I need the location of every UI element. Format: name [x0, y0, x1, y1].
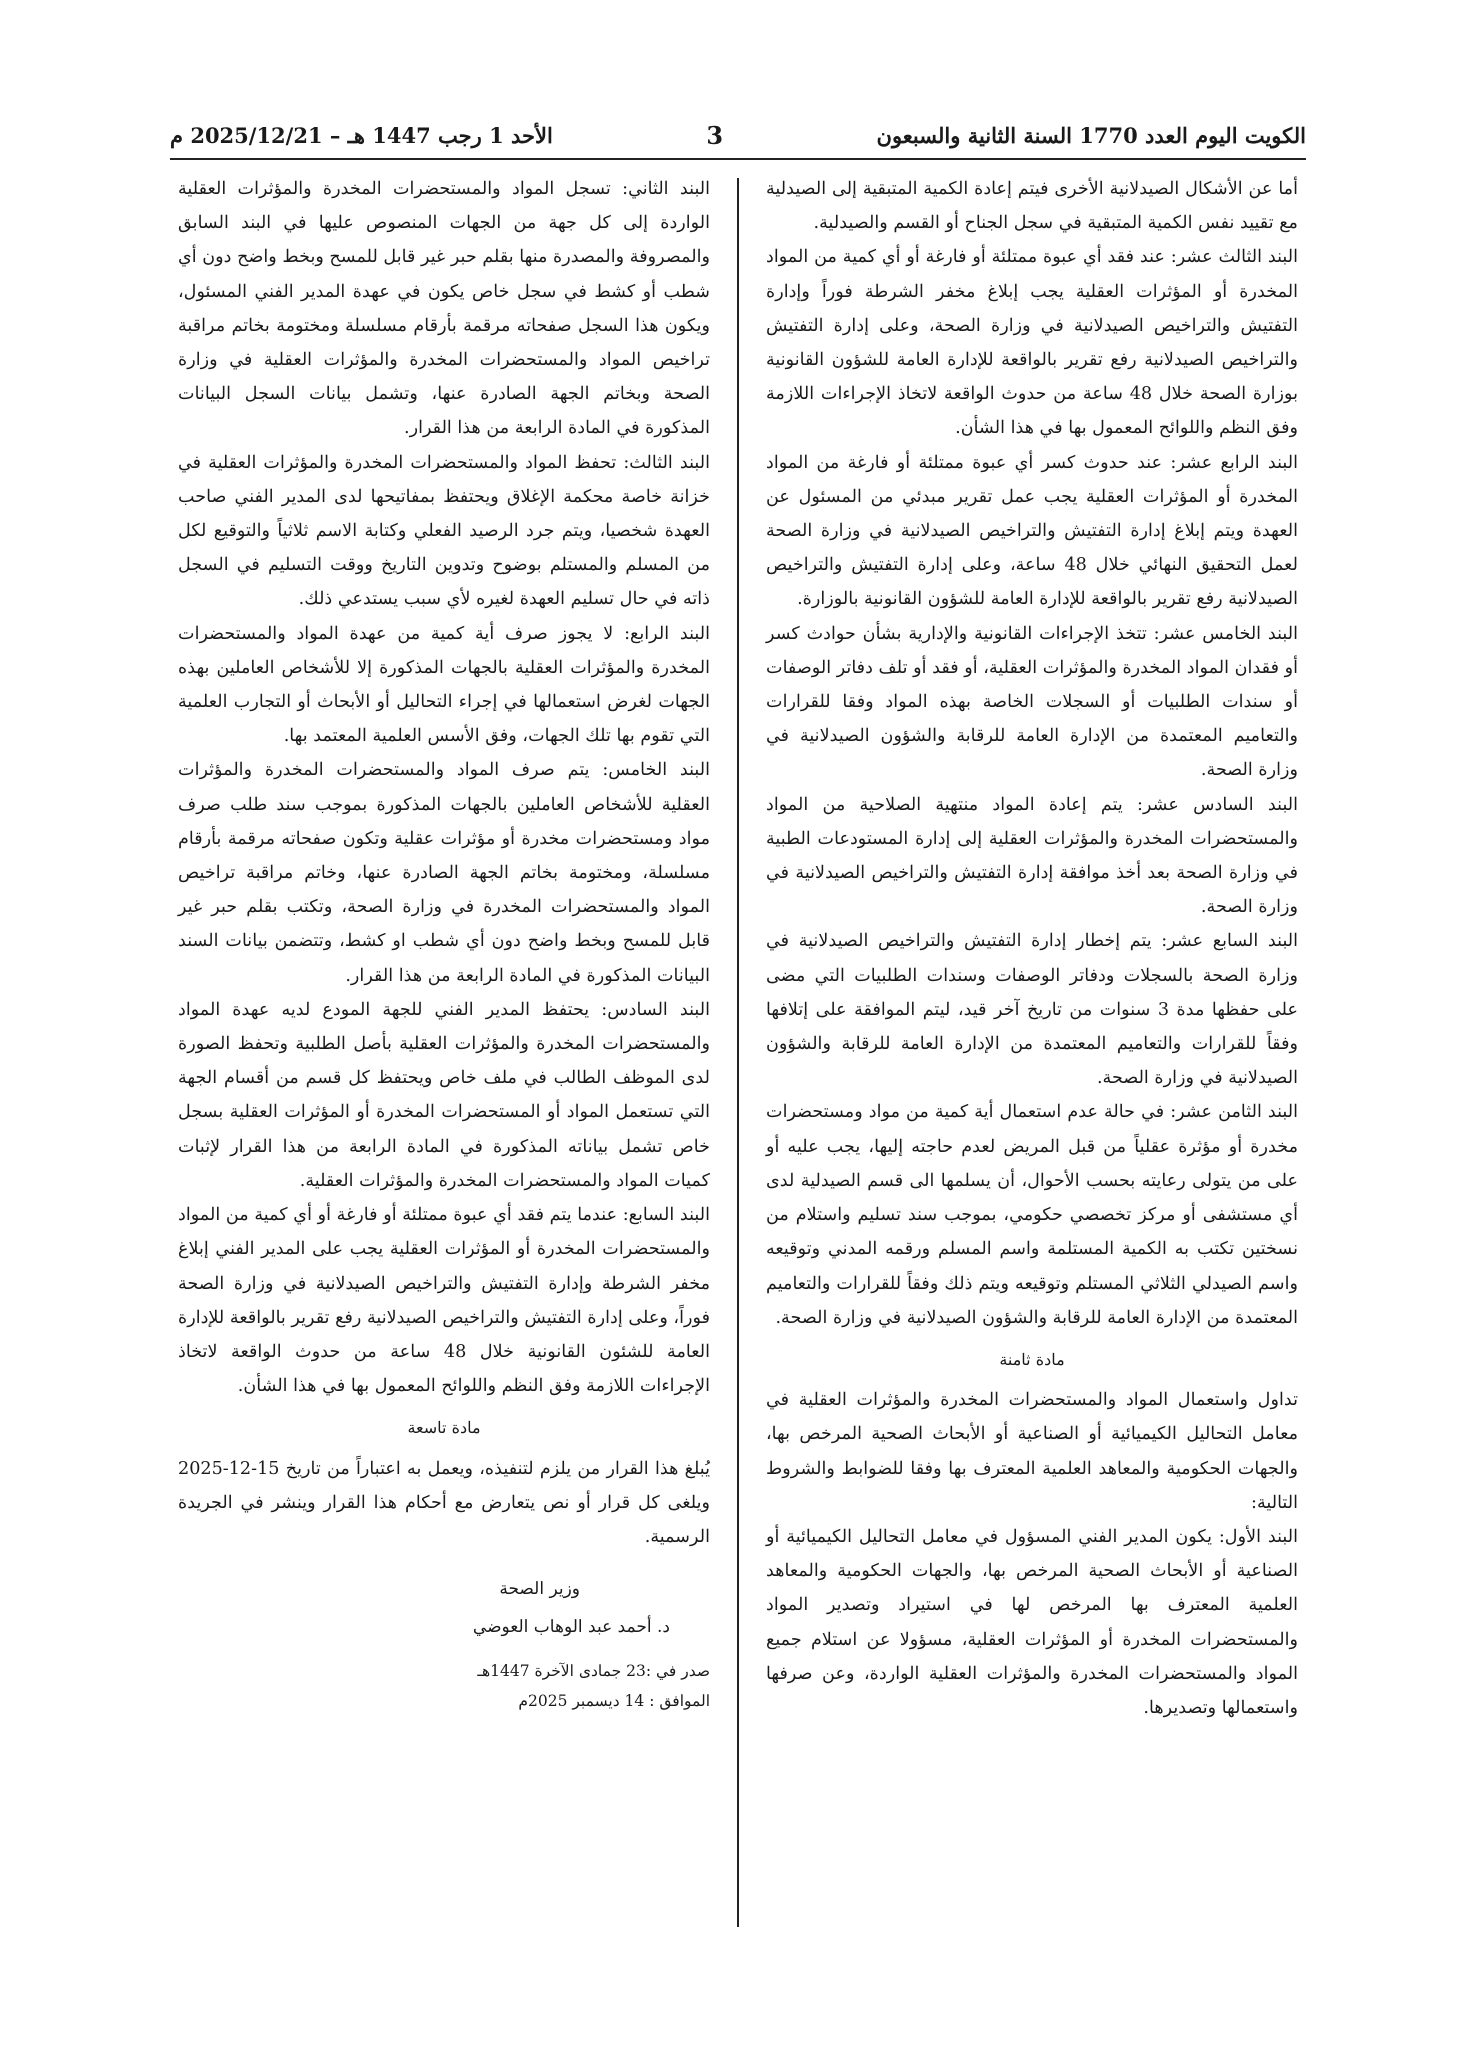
paragraph: أما عن الأشكال الصيدلانية الأخرى فيتم إعادة الكمية المتبقية إلى الصيدلية مع تقييد نفس الكمية المتبقية في سجل الجناح أو القسم والصيدلية.: [766, 179, 1298, 234]
clause-6: البند السادس: يحتفظ المدير الفني للجهة المودع لديه عهدة المواد والمستحضرات المخدرة والمؤثرات العقلية بأصل الطلبية وتحفظ الصورة لدى الموظف الطالب في ملف خاص ويحتفظ كل قسم من أقسام الجهة التي تستعمل المواد أو المستحضرات المخدرة أو المؤثرات العقلية بسجل خاص تشمل بياناته المذكورة في المادة الرابعة من هذا القرار لإثبات كميات المواد والمستحضرات المخدرة والمؤثرات العقلية.: [178, 999, 710, 1191]
article-8-intro: تداول واستعمال المواد والمستحضرات المخدرة والمؤثرات العقلية في معامل التحاليل الكيميائية أو الصناعية أو الأبحاث الصحية المرخص بها، والجهات الحكومية والمعاهد العلمية المعترف بها وفقا للضوابط والشروط التالية:: [766, 1390, 1298, 1513]
article-9-text: يُبلغ هذا القرار من يلزم لتنفيذه، ويعمل به اعتباراً من تاريخ 15-12-2025 ويلغى كل قرار أو نص يتعارض مع أحكام هذا القرار وينشر في الجريدة الرسمية.: [178, 1458, 710, 1547]
article-8-heading: مادة ثامنة: [999, 1349, 1065, 1369]
clause-7: البند السابع: عندما يتم فقد أي عبوة ممتلئة أو فارغة أو أي كمية من المواد والمستحضرات المخدرة أو المؤثرات العقلية يجب على المدير الفني إبلاغ مخفر الشرطة وإدارة التفتيش والتراخيص الصيدلانية في وزارة الصحة فوراً، وعلى إدارة التفتيش والتراخيص الصيدلانية رفع تقرير بالواقعة للإدارة العامة للشئون القانونية خلال 48 ساعة من حدوث الواقعة لاتخاذ الإجراءات اللازمة وفق النظم واللوائح المعمول بها في هذا الشأن.: [178, 1205, 711, 1397]
clause-17: البند السابع عشر: يتم إخطار إدارة التفتيش والتراخيص الصيدلانية في وزارة الصحة بالسجلات ودفاتر الوصفات وسندات الطلبيات التي مضى على حفظها مدة 3 سنوات من تاريخ آخر قيد، ليتم الموافقة على إتلافها وفقاً للقرارات والتعاميم المعتمدة من الإدارة العامة للرقابة والشؤون الصيدلانية في وزارة الصحة.: [766, 931, 1298, 1089]
clause-15: البند الخامس عشر: تتخذ الإجراءات القانونية والإدارية بشأن حوادث كسر أو فقدان المواد المخدرة والمؤثرات العقلية، أو فقد أو تلف دفاتر الوصفات أو سندات الطلبيات أو السجلات الخاصة بهذه المواد وفقا للقرارات والتعاميم المعتمدة من الإدارة العامة للرقابة والشؤون الصيدلانية في وزارة الصحة.: [766, 623, 1298, 781]
clause-14: البند الرابع عشر: عند حدوث كسر أي عبوة ممتلئة أو فارغة من المواد المخدرة أو المؤثرات العقلية يجب عمل تقرير مبدئي من المسئول عن العهدة ويتم إبلاغ إدارة التفتيش والتراخيص الصيدلانية في وزارة الصحة لعمل التحقيق النهائي خلال 48 ساعة، وعلى إدارة التفتيش والتراخيص الصيدلانية رفع تقرير بالواقعة للإدارة العامة للشؤون القانونية بالوزارة.: [766, 452, 1298, 610]
article-8-clause-1: البند الأول: يكون المدير الفني المسؤول في معامل التحاليل الكيميائية أو الصناعية أو الأبحاث الصحية المرخص بها، والجهات الحكومية والمعاهد العلمية المعترف بها المرخص لها في استيراد وتصدير المواد والمستحضرات المخدرة أو المؤثرات العقلية، مسؤولا عن استلام جميع المواد والمستحضرات المخدرة والمؤثرات العقلية الواردة، وعن صرفها واستعمالها وتصديرها.: [766, 1526, 1298, 1718]
clause-13: البند الثالث عشر: عند فقد أي عبوة ممتلئة أو فارغة أو أي كمية من المواد المخدرة أو المؤثرات العقلية يجب إبلاغ مخفر الشرطة فوراً وإدارة التفتيش والتراخيص الصيدلانية في وزارة الصحة، وعلى إدارة التفتيش والتراخيص الصيدلانية رفع تقرير بالواقعة للإدارة العامة للشؤون القانونية بوزارة الصحة خلال 48 ساعة من حدوث الواقعة لاتخاذ الإجراءات اللازمة وفق النظم واللوائح المعمول بها في هذا الشأن.: [766, 247, 1298, 439]
clause-18: البند الثامن عشر: في حالة عدم استعمال أية كمية من مواد ومستحضرات مخدرة أو مؤثرة عقلياً من قبل المريض لعدم حاجته إليها، يجب عليه أو على من يتولى رعايته بحسب الأحوال، أن يسلمها الى قسم الصيدلية لدى أي مستشفى أو مركز تخصصي حكومي، بموجب سند تسليم واستلام من نسختين تكتب به الكمية المستلمة واسم المسلم ورقمه المدني وتوقيعه واسم الصيدلي الثلاثي المستلم وتوقيعه ويتم ذلك وفقاً للقرارات والتعاميم المعتمدة من الإدارة العامة للرقابة والشؤون الصيدلانية في وزارة الصحة.: [766, 1102, 1298, 1328]
issue-info: [178, 1656, 710, 1716]
issued-gregorian: الموافق : 14 ديسمبر 2025م: [518, 1692, 710, 1711]
clause-5: البند الخامس: يتم صرف المواد والمستحضرات المخدرة والمؤثرات العقلية للأشخاص العاملين بالجهات المذكورة بموجب سند طلب صرف مواد ومستحضرات مخدرة أو مؤثرات عقلية وتكون صفحاته مرقمة بأرقام مسلسلة، ومختومة بخاتم الجهة الصادرة عنها، وخاتم مراقبة تراخيص المواد والمستحضرات المخدرة في وزارة الصحة، وتكتب بقلم حبر غير قابل للمسح وبخط واضح دون أي شطب او كشط، وتتضمن بيانات السند البيانات المذكورة في المادة الرابعة من هذا القرار.: [178, 760, 710, 986]
clause-16: البند السادس عشر: يتم إعادة المواد منتهية الصلاحية من المواد والمستحضرات المخدرة والمؤثرات العقلية إلى إدارة المستودعات الطبية في وزارة الصحة بعد أخذ موافقة إدارة التفتيش والتراخيص الصيدلانية في وزارة الصحة.: [766, 794, 1298, 918]
minister-title: وزير الصحة: [499, 1579, 580, 1600]
issue-date: الأحد 1 رجب 1447 هـ – 2025/12/21 م: [170, 122, 553, 148]
issued-hijri: صدر في :23 جمادى الآخرة 1447هـ: [477, 1662, 710, 1681]
gazette-issue: الكويت اليوم العدد 1770 السنة الثانية والسبعون: [876, 122, 1306, 148]
minister-name: د. أحمد عبد الوهاب العوضي: [472, 1617, 670, 1638]
page-header: [170, 118, 1306, 160]
clause-4: البند الرابع: لا يجوز صرف أية كمية من عهدة المواد والمستحضرات المخدرة والمؤثرات العقلية بالجهات المذكورة إلا للأشخاص العاملين بهذه الجهات لغرض استعمالها في إجراء التحاليل أو الأبحاث أو التجارب العلمية التي تقوم بها تلك الجهات، وفق الأسس العلمية المعتمد بها.: [178, 623, 710, 747]
article-9-heading: مادة تاسعة: [407, 1418, 481, 1438]
clause-2: البند الثاني: تسجل المواد والمستحضرات المخدرة والمؤثرات العقلية الواردة إلى كل جهة من الجهات المنصوص عليها في البند السابق والمصروفة والمصدرة منها بقلم حبر غير قابل للمسح وبخط واضح دون أي شطب أو كشط في سجل خاص يكون في عهدة المدير الفني المسئول، ويكون هذا السجل صفحاته مرقمة بأرقام مسلسلة ومختومة بخاتم مراقبة تراخيص المواد والمستحضرات المخدرة والمؤثرات العقلية في وزارة الصحة وبخاتم الجهة الصادرة عنها، وتشمل بيانات السجل البيانات المذكورة في المادة الرابعة من هذا القرار.: [178, 179, 710, 439]
signature-block: [178, 1570, 710, 1646]
column-divider: [737, 178, 739, 1927]
clause-3: البند الثالث: تحفظ المواد والمستحضرات المخدرة والمؤثرات العقلية في خزانة خاصة محكمة الإغلاق ويحتفظ بمفاتيحها لدى المدير الفني صاحب العهدة شخصيا، ويتم جرد الرصيد الفعلي وكتابة الاسم ثلاثياً والتوقيع لكل من المسلم والمستلم بوضوح وتدوين التاريخ ووقت التسليم في السجل ذاته في حال تسليم العهدة لغيره لأي سبب يستدعي ذلك.: [178, 452, 710, 610]
page-number: 3: [706, 120, 724, 150]
right-column: [766, 172, 1298, 1725]
left-column: [178, 172, 710, 1716]
